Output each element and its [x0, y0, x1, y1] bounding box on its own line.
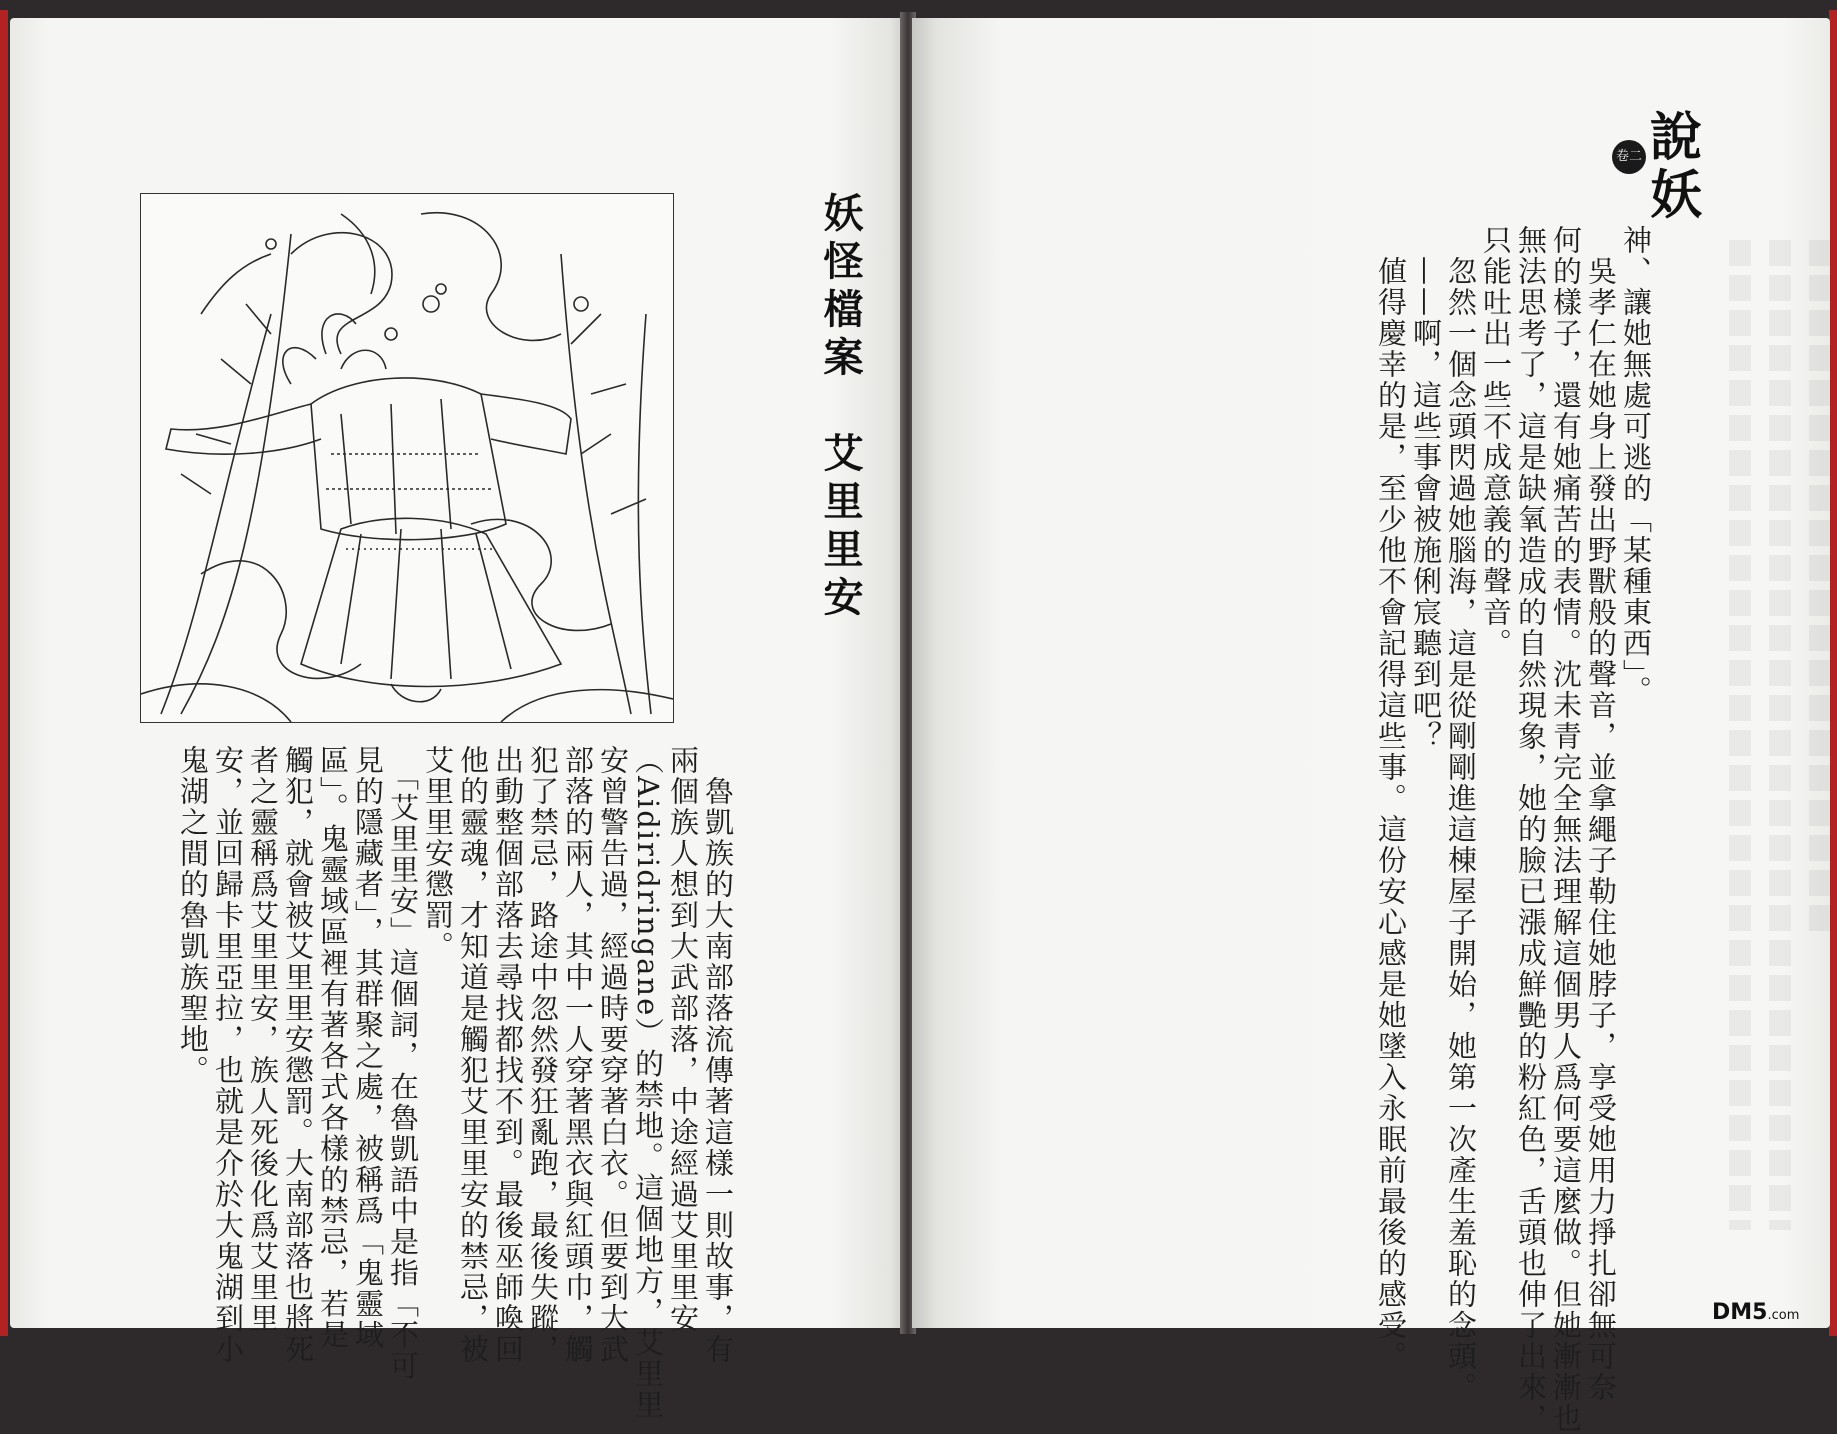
left-text-column-7: 出動整個部落去尋找都找不到。最後巫師喚回 [491, 745, 525, 1365]
left-text-column-6: 犯了禁忌，路途中忽然發狂亂跑，最後失蹤， [526, 745, 560, 1365]
left-text-column-13: 觸犯，就會被艾里里安懲罰。大南部落也將死 [281, 745, 315, 1365]
left-text-column-9: 艾里里安懲罰。 [421, 745, 455, 962]
logo-char-1: 說 [1650, 107, 1703, 168]
left-text-column-2: 兩個族人想到大武部落，中途經過艾里里安 [666, 745, 700, 1334]
right-text-column-1: 神、讓她無處可逃的「某種東西」。 [1619, 225, 1653, 707]
site-watermark [1712, 1300, 1799, 1325]
right-text-column-2: 吳孝仁在她身上發出野獸般的聲音，並拿繩子勒住她脖子，享受她用力掙扎卻無可奈 [1584, 225, 1618, 1403]
left-text-column-4: 安曾警告過，經過時要穿著白衣。但要到大武 [596, 745, 630, 1365]
volume-badge: 卷二 [1612, 140, 1646, 174]
illustration-aidiridringane [140, 193, 674, 723]
left-text-column-3: （Aidiridringane）的禁地。這個地方，艾里里 [631, 745, 665, 1421]
watermark-brand: DM5 [1712, 1300, 1768, 1325]
yokai-file-title: 妖怪檔案 艾里里安 [817, 192, 863, 624]
logo-char-2: 妖 [1650, 165, 1703, 226]
right-text-column-3: 何的樣子，還有她痛苦的表情。沈未青完全無法理解這個男人爲何要這麼做。但她漸漸也 [1549, 225, 1583, 1434]
left-text-column-14: 者之靈稱爲艾里里安，族人死後化爲艾里里 [246, 745, 280, 1334]
left-text-column-11: 見的隱藏者」，其群聚之處，被稱爲「鬼靈域 [351, 745, 385, 1351]
right-text-column-7: ——啊，這些事會被施俐宸聽到吧？ [1409, 225, 1443, 752]
left-text-column-1: 魯凱族的大南部落流傳著這樣一則故事，有 [701, 745, 735, 1365]
right-text-column-5: 只能吐出一些不成意義的聲音。 [1479, 225, 1513, 659]
left-page-edge [0, 10, 8, 1336]
left-text-column-5: 部落的兩人，其中一人穿著黑衣與紅頭巾，觸 [561, 745, 595, 1365]
left-text-column-15: 安，並回歸卡里亞拉，也就是介於大鬼湖到小 [211, 745, 245, 1365]
left-text-column-8: 他的靈魂，才知道是觸犯艾里里安的禁忌，被 [456, 745, 490, 1365]
illustration-drawing [141, 194, 673, 722]
right-text-column-4: 無法思考了，這是缺氧造成的自然現象，她的臉已漲成鮮艷的粉紅色，舌頭也伸了出來， [1514, 225, 1548, 1434]
right-text-column-8: 値得慶幸的是，至少他不會記得這些事。這份安心感是她墜入永眠前最後的感受。 [1374, 225, 1408, 1372]
left-text-column-10: 「艾里里安」這個詞，在魯凱語中是指「不可 [386, 745, 420, 1382]
watermark-suffix: .com [1767, 1308, 1800, 1323]
series-logo [1600, 95, 1703, 226]
right-text-column-6: 忽然一個念頭閃過她腦海，這是從剛剛進這棟屋子開始，她第一次產生羞恥的念頭。 [1444, 225, 1478, 1403]
left-text-column-16: 鬼湖之間的魯凱族聖地。 [176, 745, 210, 1086]
left-text-column-12: 區」。鬼靈域區裡有著各式各樣的禁忌，若是 [316, 745, 350, 1351]
